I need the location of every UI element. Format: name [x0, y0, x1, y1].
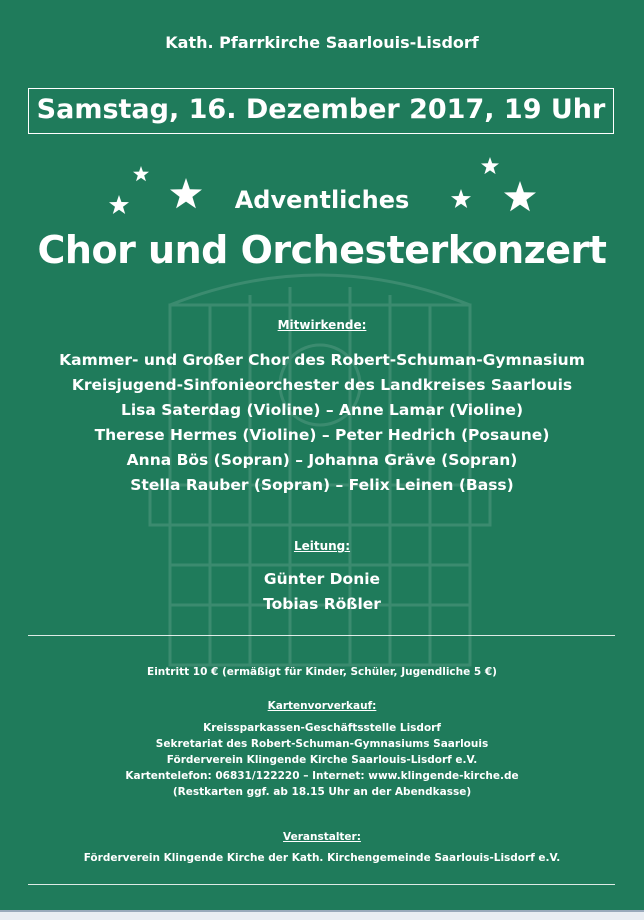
presale-line: Kreissparkassen-Geschäftsstelle Lisdorf	[203, 722, 441, 734]
director-name: Günter Donie	[263, 570, 381, 588]
organizer-text: Förderverein Klingende Kirche der Kath. Kirchengemeinde Saarlouis-Lisdorf e.V.	[83, 852, 561, 864]
admission-info: Eintritt 10 € (ermäßigt für Kinder, Schüler, Jugendliche 5 €)	[147, 666, 497, 678]
presale-label: Kartenvorverkauf:	[267, 700, 377, 712]
director-name: Tobias Rößler	[263, 595, 381, 613]
concert-title: Chor und Orchesterkonzert	[37, 228, 607, 272]
participants-list	[0, 348, 644, 498]
parish-name: Kath. Pfarrkirche Saarlouis-Lisdorf	[165, 33, 479, 52]
participant-line: Kreisjugend-Sinfonieorchester des Landkreises Saarlouis	[71, 376, 573, 394]
concert-subtitle: Adventliches	[234, 186, 410, 214]
participant-line: Lisa Saterdag (Violine) – Anne Lamar (Violine)	[120, 401, 524, 419]
bottom-edge	[0, 910, 644, 920]
presale-line: Förderverein Klingende Kirche Saarlouis-Lisdorf e.V.	[166, 754, 478, 766]
direction-label: Leitung:	[293, 539, 351, 553]
participant-line: Anna Bös (Sopran) – Johanna Gräve (Sopran)	[126, 451, 518, 469]
organizer-label: Veranstalter:	[283, 831, 361, 843]
presale-list	[0, 720, 644, 800]
divider	[28, 635, 615, 636]
participant-line: Stella Rauber (Sopran) – Felix Leinen (Bass)	[130, 476, 514, 494]
participants-label: Mitwirkende:	[277, 318, 367, 332]
direction-list	[0, 567, 644, 617]
star-icon	[481, 157, 499, 175]
presale-line: Kartentelefon: 06831/122220 – Internet: www.klingende-kirche.de	[125, 770, 519, 782]
presale-line: (Restkarten ggf. ab 18.15 Uhr an der Abendkasse)	[172, 786, 472, 798]
participant-line: Kammer- und Großer Chor des Robert-Schuman-Gymnasium	[59, 351, 585, 369]
event-date: Samstag, 16. Dezember 2017, 19 Uhr	[28, 88, 614, 134]
presale-line: Sekretariat des Robert-Schuman-Gymnasiums Saarlouis	[155, 738, 489, 750]
divider	[28, 884, 615, 885]
participant-line: Therese Hermes (Violine) – Peter Hedrich (Posaune)	[94, 426, 550, 444]
star-icon	[133, 166, 149, 182]
